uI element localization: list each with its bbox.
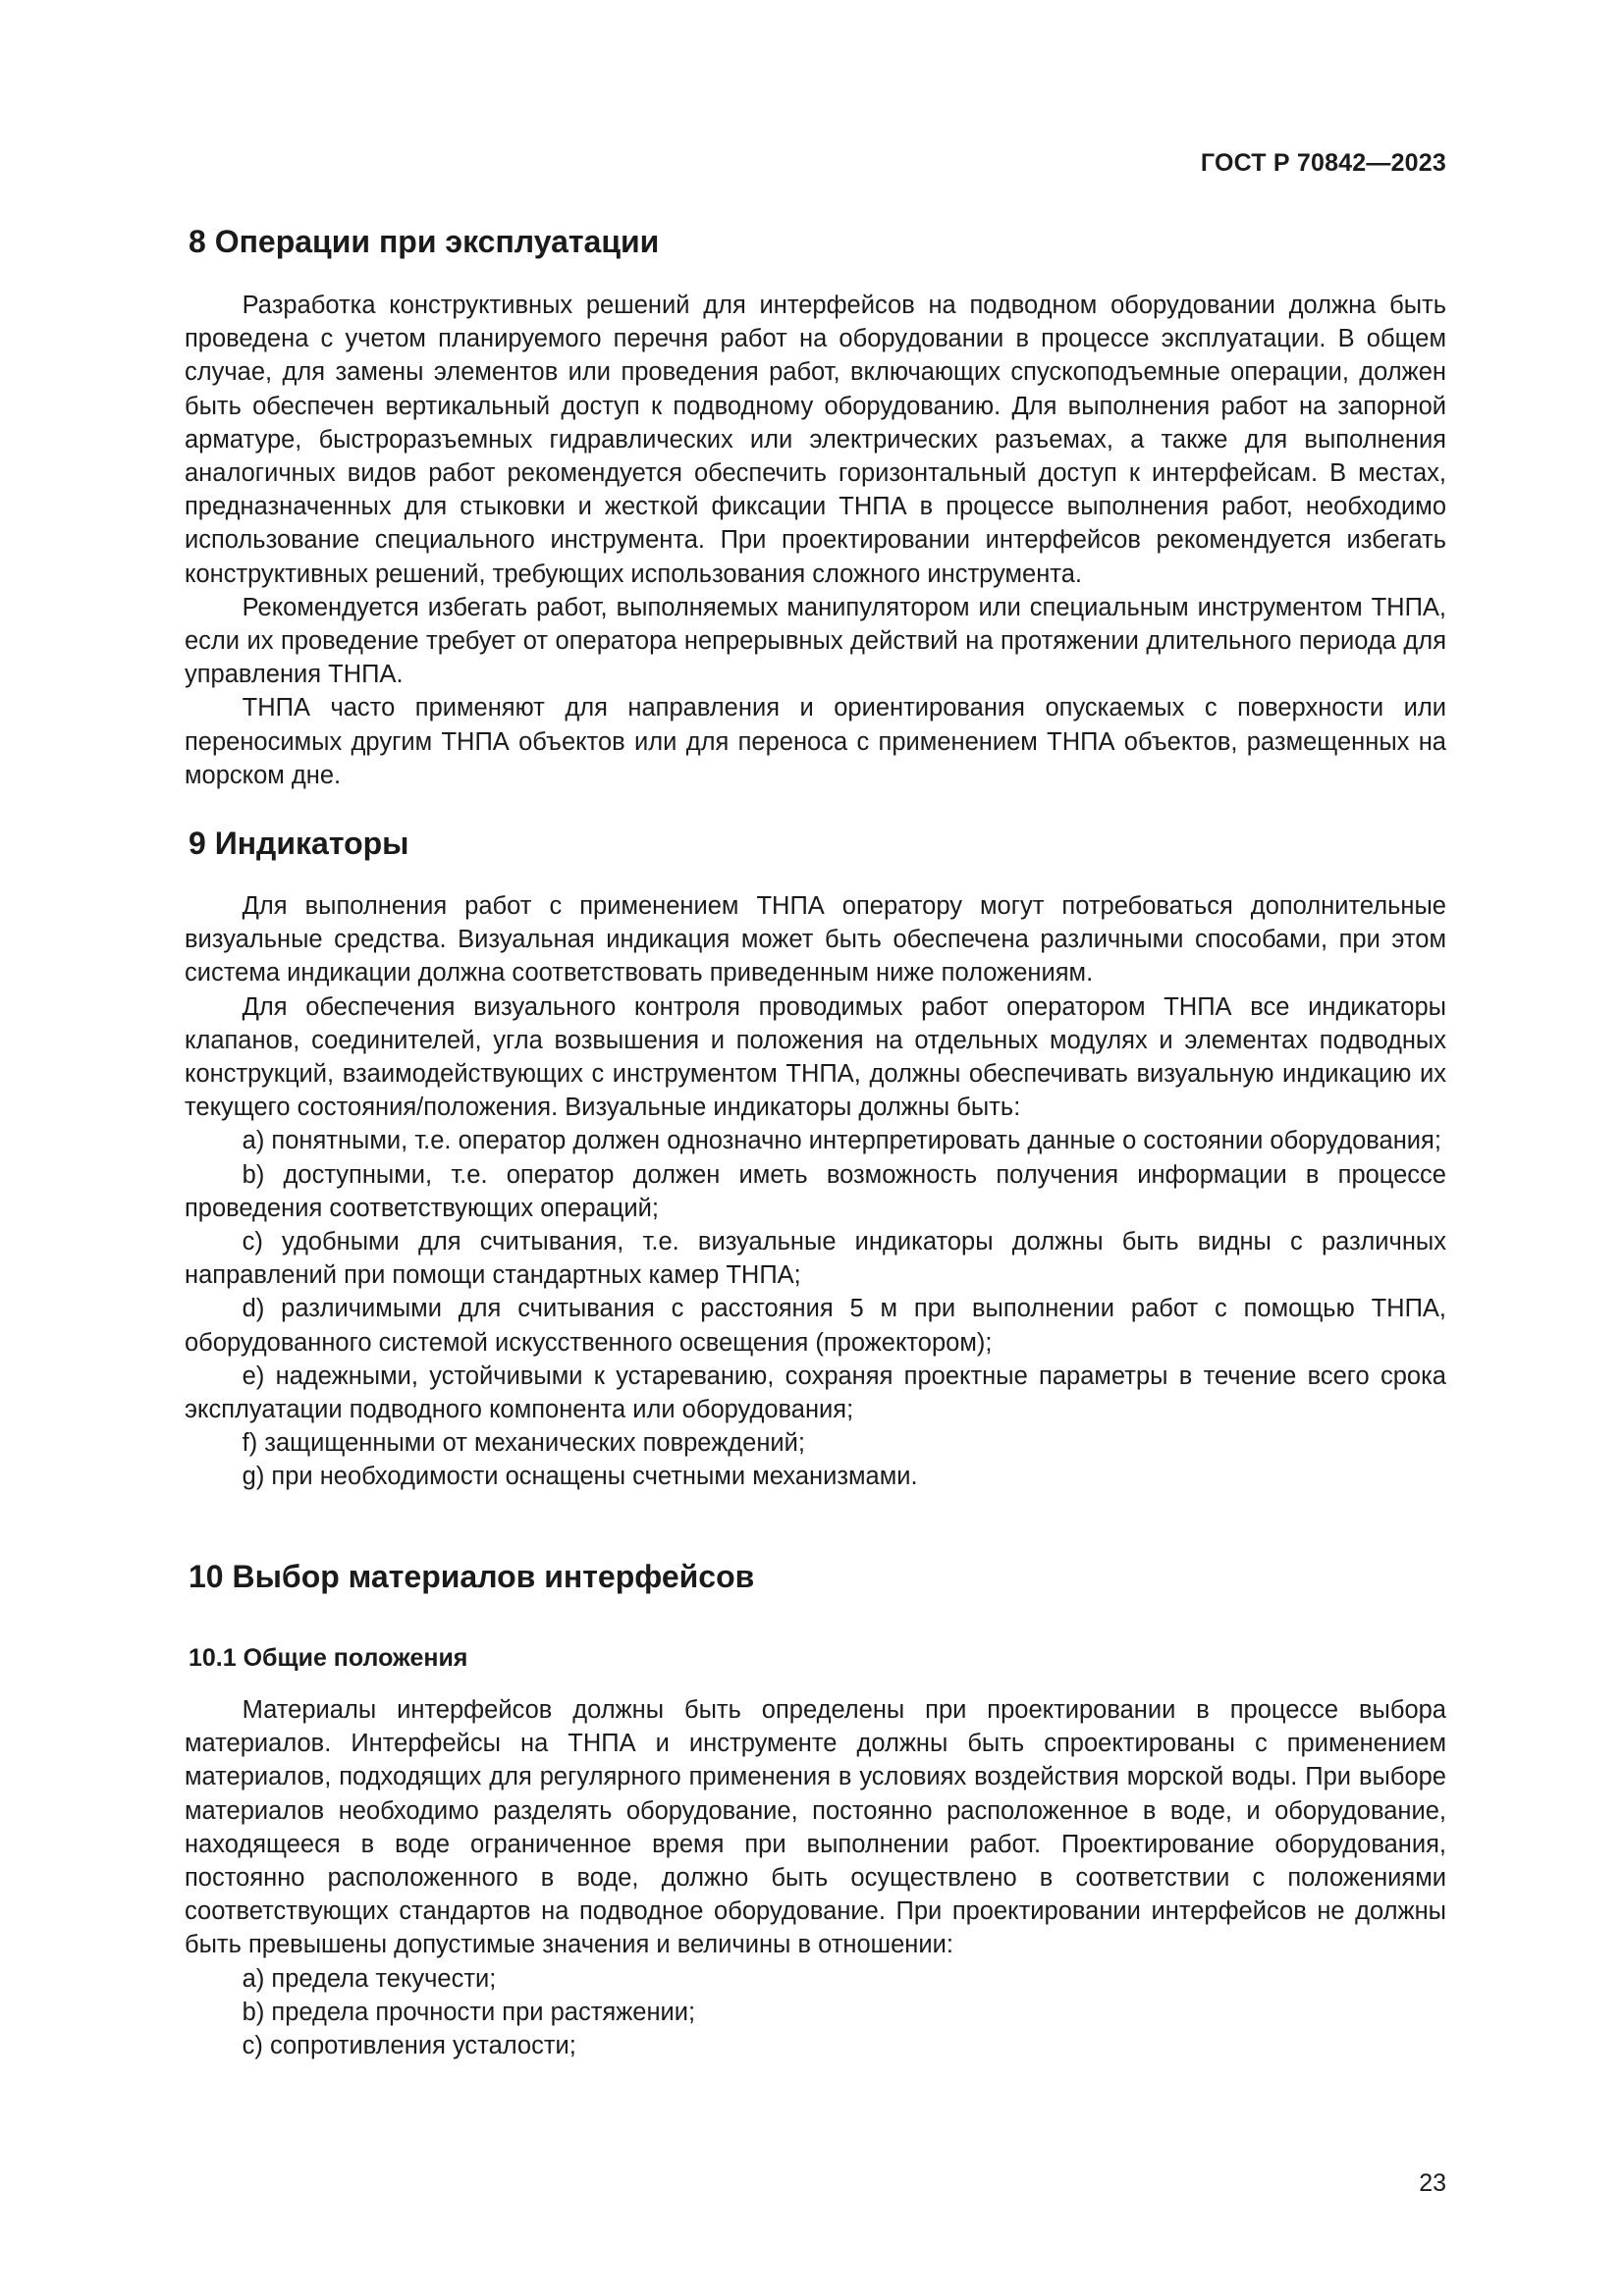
paragraph: Для обеспечения визуального контроля проводимых работ оператором ТНПА все индикаторы клапанов, соединителей, угла возвышения и положения на отдельных модулях и элементах подводных конструкций, взаимодействующих с инструментом ТНПА, должны обеспечивать визуальную индикацию их текущего состояния/положения. Визуальные индикаторы должны быть: (185, 992, 1446, 1122)
paragraph: Материалы интерфейсов должны быть определены при проектировании в процессе выбора материалов. Интерфейсы на ТНПА и инструменте должны быть спроектированы с применением материалов, подходящих для регулярного применения в условиях воздействия морской воды. При выборе материалов необходимо разделять оборудование, постоянно расположенное в воде, и оборудование, находящееся в воде ограниченное время при выполнении работ. Проектирование оборудования, постоянно расположенного в воде, должно быть осуществлено в соответствии с положениями соответствующих стандартов на подводное оборудование. При проектировании интерфейсов не должны быть превышены допустимые значения и величины в отношении: (185, 1696, 1446, 1959)
list-item: a) понятными, т.е. оператор должен однозначно интерпретировать данные о состоянии оборудования; (242, 1127, 1441, 1155)
list-item: e) надежными, устойчивыми к устареванию, сохраняя проектные параметры в течение всего срока эксплуатации подводного компонента или оборудования; (185, 1362, 1446, 1424)
subsection-10-1-body (185, 1693, 1446, 2062)
list-item: b) доступными, т.е. оператор должен иметь возможность получения информации в процессе проведения соответствующих операций; (185, 1160, 1446, 1222)
subsection-10-1-heading: 10.1 Общие положения (189, 1644, 468, 1672)
list-item: a) предела текучести; (242, 1964, 497, 1993)
section-8-heading: 8 Операции при эксплуатации (189, 224, 660, 259)
paragraph: Для выполнения работ с применением ТНПА оператору могут потребоваться дополнительные визуальные средства. Визуальная индикация может быть обеспечена различными способами, при этом система индикации должна соответствовать приведенным ниже положениям. (185, 892, 1446, 988)
page-number: 23 (1419, 2169, 1446, 2197)
list-item: b) предела прочности при растяжении; (242, 1998, 696, 2026)
section-9-body (185, 889, 1446, 1494)
list-item: c) сопротивления усталости; (242, 2032, 576, 2060)
list-item: c) удобными для считывания, т.е. визуальные индикаторы должны быть видны с различных направлений при помощи стандартных камер ТНПА; (185, 1228, 1446, 1290)
paragraph: Разработка конструктивных решений для интерфейсов на подводном оборудовании должна быть проведена с учетом планируемого перечня работ на оборудовании в процессе эксплуатации. В общем случае, для замены элементов или проведения работ, включающих спускоподъемные операции, должен быть обеспечен вертикальный доступ к подводному оборудованию. Для выполнения работ на запорной арматуре, быстроразъемных гидравлических или электрических разъемах, а также для выполнения аналогичных видов работ рекомендуется обеспечить горизонтальный доступ к интерфейсам. В местах, предназначенных для стыковки и жесткой фиксации ТНПА в процессе выполнения работ, необходимо использование специального инструмента. При проектировании интерфейсов рекомендуется избегать конструктивных решений, требующих использования сложного инструмента. (185, 292, 1446, 588)
section-9-heading: 9 Индикаторы (189, 826, 409, 861)
list-item: f) защищенными от механических повреждений; (242, 1429, 805, 1458)
section-10-heading: 10 Выбор материалов интерфейсов (189, 1559, 755, 1594)
paragraph: ТНПА часто применяют для направления и ориентирования опускаемых с поверхности или переносимых другим ТНПА объектов или для переноса с применением ТНПА объектов, размещенных на морском дне. (185, 694, 1446, 789)
list-item: g) при необходимости оснащены счетными механизмами. (242, 1463, 918, 1491)
paragraph: Рекомендуется избегать работ, выполняемых манипулятором или специальным инструментом ТНПА, если их проведение требует от оператора непрерывных действий на протяжении длительного периода для управления ТНПА. (185, 593, 1446, 689)
list-item: d) различимыми для считывания с расстояния 5 м при выполнении работ с помощью ТНПА, оборудованного системой искусственного освещения (прожектором); (185, 1295, 1446, 1357)
document-id-header: ГОСТ Р 70842—2023 (1200, 149, 1446, 177)
section-8-body (185, 289, 1446, 792)
